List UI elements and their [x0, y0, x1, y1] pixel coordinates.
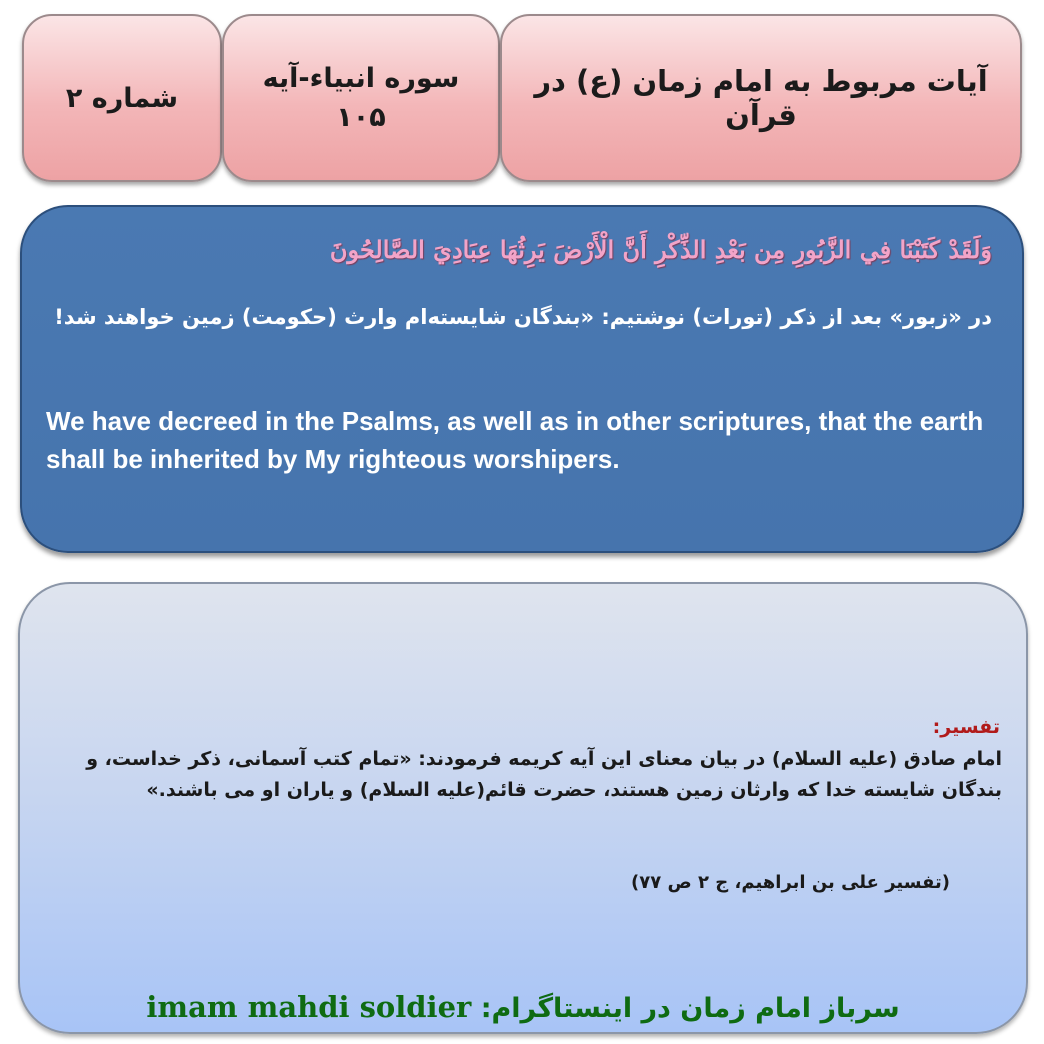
- instagram-handle: imam mahdi soldier: [146, 990, 472, 1024]
- footer-credit: [20, 990, 1026, 1024]
- title-box: [500, 14, 1022, 182]
- issue-number-box: [22, 14, 222, 182]
- issue-number: شماره ۲: [65, 82, 179, 114]
- arabic-verse: وَلَقَدْ كَتَبْنَا فِي الزَّبُورِ مِن بَعْدِ الذِّكْرِ أَنَّ الْأَرْضَ يَرِثُهَا عِبَادِيَ الصَّالِحُونَ: [329, 235, 992, 264]
- persian-translation: در «زبور» بعد از ذکر (تورات) نوشتیم: «بندگان شایسته‌ام وارث (حکومت) زمین خواهند شد!: [54, 305, 992, 329]
- verse-box: [20, 205, 1024, 553]
- tafsir-box: [18, 582, 1028, 1034]
- surah-name: سوره انبیاء-آیه: [262, 62, 460, 94]
- english-translation: We have decreed in the Psalms, as well as in other scriptures, that the earth shall be inherited by My righteous worshipers.: [46, 406, 984, 474]
- page-title: آیات مربوط به امام زمان (ع) در قرآن: [534, 64, 988, 132]
- tafsir-heading: تفسیر:: [932, 716, 1000, 738]
- ayah-number: ۱۰۵: [336, 102, 386, 133]
- footer-label: سرباز امام زمان در اینستاگرام:: [480, 993, 900, 1024]
- tafsir-body: امام صادق (علیه السلام) در بیان معنای این آیه کریمه فرمودند: «تمام کتب آسمانی، ذکر خداست، و بندگان شایسته خدا که وارثان زمین هستند، حضرت قائم(علیه السلام) و یاران او می باشند.»: [86, 748, 1002, 801]
- surah-box: [222, 14, 500, 182]
- tafsir-source: (تفسیر علی بن ابراهیم، ج ۲ ص ۷۷): [631, 872, 950, 893]
